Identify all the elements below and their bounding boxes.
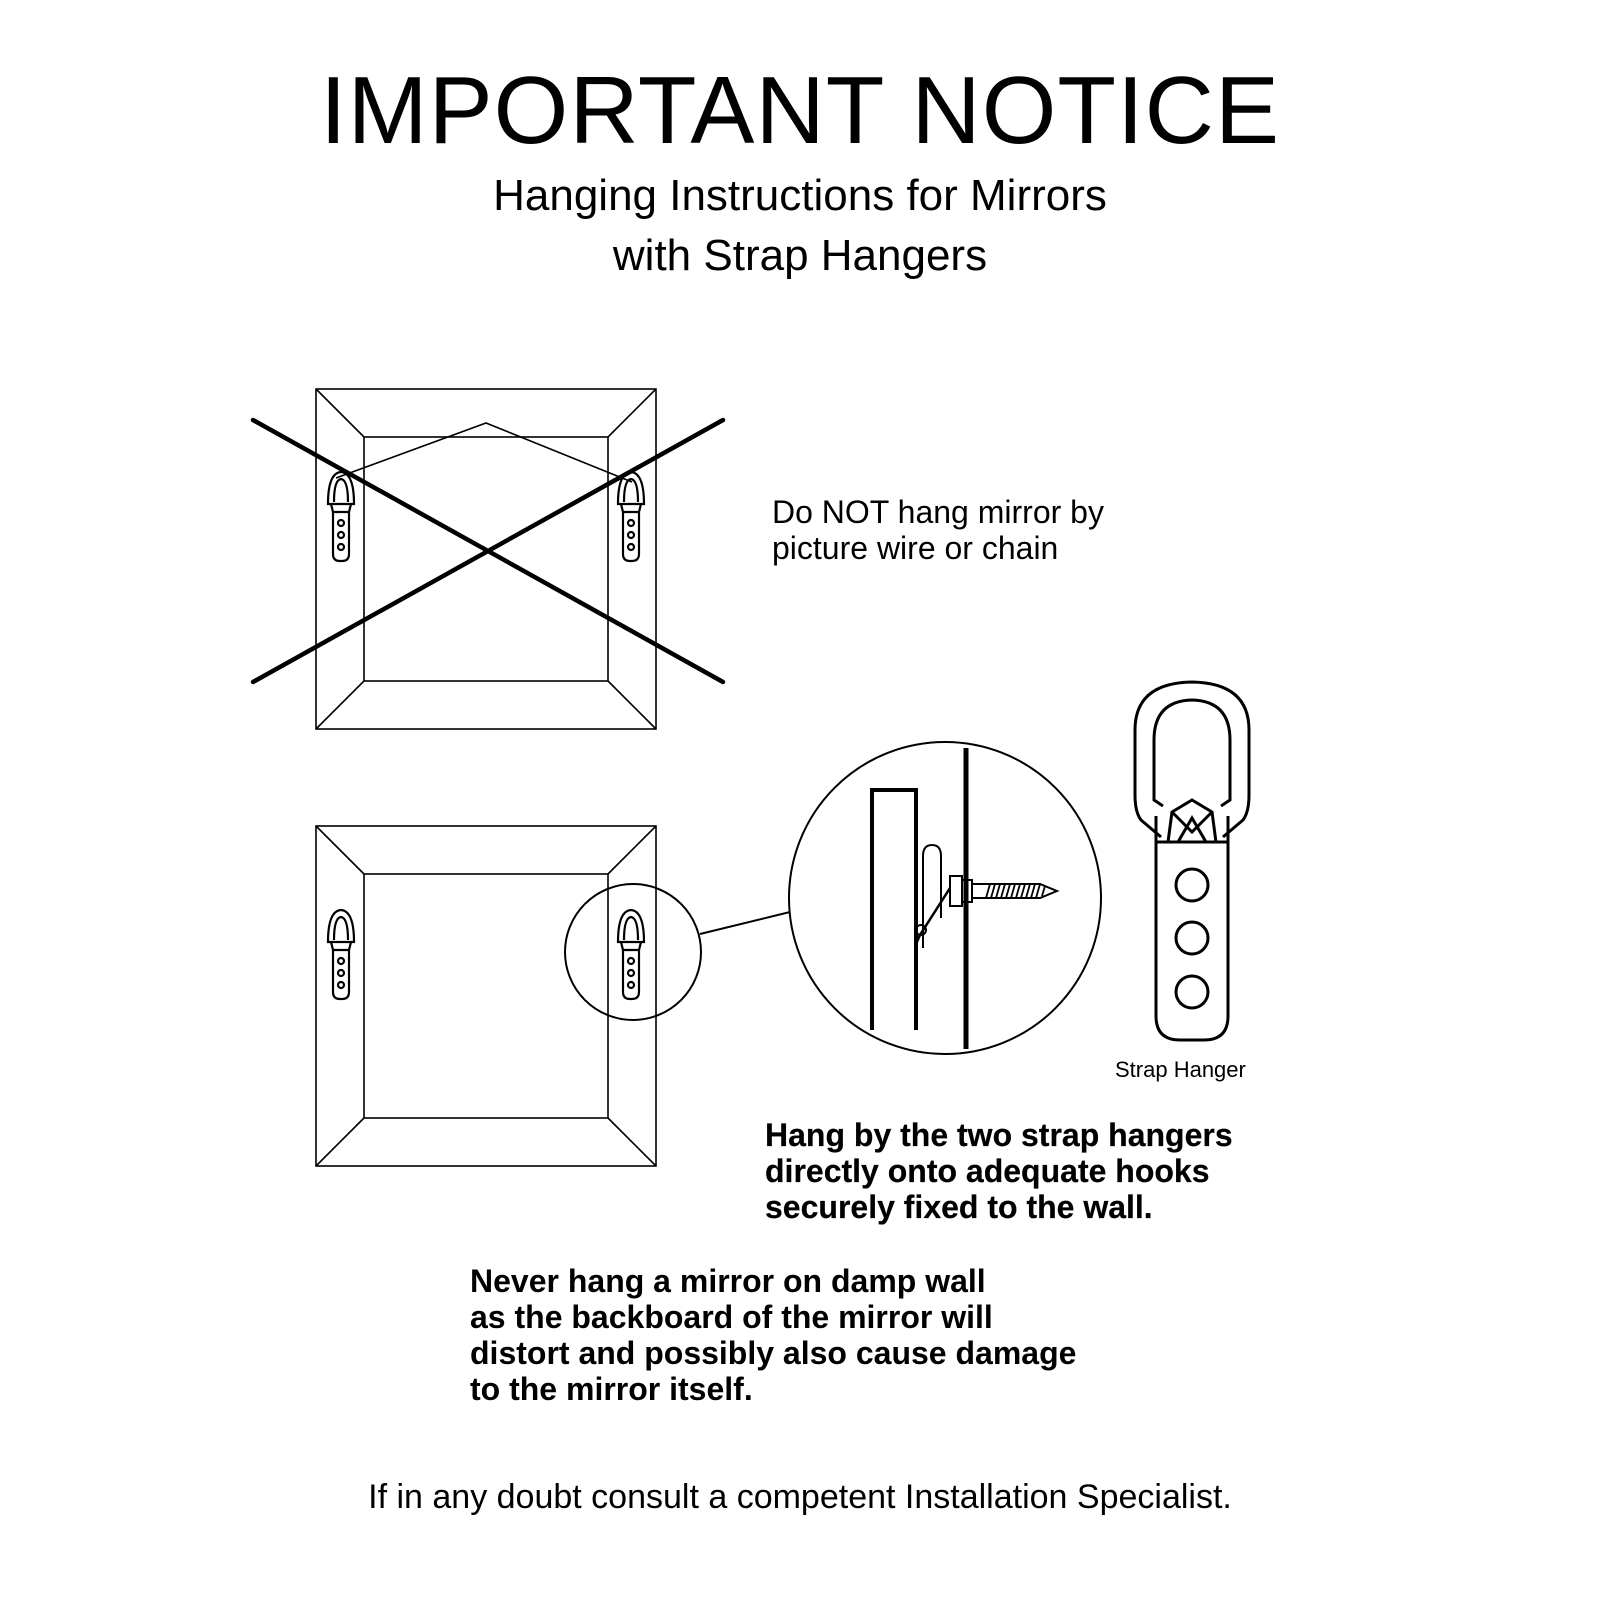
consult-specialist-note: If in any doubt consult a competent Installation Specialist. (368, 1478, 1232, 1516)
damp-line-4: to the mirror itself. (470, 1371, 753, 1407)
hang-line-2: directly onto adequate hooks (765, 1153, 1210, 1189)
screw-thread (986, 884, 1045, 898)
hang-instructions (765, 1117, 1233, 1225)
large-strap-hanger-icon (1135, 682, 1249, 1040)
cross-out-icon (253, 420, 723, 682)
damp-wall-notice (470, 1263, 1076, 1407)
damp-line-3: distort and possibly also cause damage (470, 1335, 1077, 1371)
strap-hanger-left-icon (328, 472, 354, 561)
subtitle-line-1: Hanging Instructions for Mirrors (493, 171, 1107, 220)
strap-hanger-right-icon-2 (618, 910, 644, 999)
warning-line-1: Do NOT hang mirror by (772, 494, 1104, 530)
warning-line-2: picture wire or chain (772, 530, 1059, 566)
hang-line-3: securely fixed to the wall. (765, 1189, 1153, 1225)
strap-hanger-right-icon (618, 472, 644, 561)
hook-detail (872, 748, 1057, 1049)
warning-text (772, 494, 1104, 566)
damp-line-2: as the backboard of the mirror will (470, 1299, 993, 1335)
strap-hanger-label: Strap Hanger (1115, 1057, 1246, 1082)
mirror-frame-wrong (316, 389, 656, 729)
subtitle-line-2: with Strap Hangers (612, 231, 988, 280)
strap-hanger-left-icon-2 (328, 910, 354, 999)
mirror-frame-correct (316, 826, 656, 1166)
damp-line-1: Never hang a mirror on damp wall (470, 1263, 986, 1299)
hang-line-1: Hang by the two strap hangers (765, 1117, 1233, 1153)
page-title: IMPORTANT NOTICE (319, 57, 1281, 164)
